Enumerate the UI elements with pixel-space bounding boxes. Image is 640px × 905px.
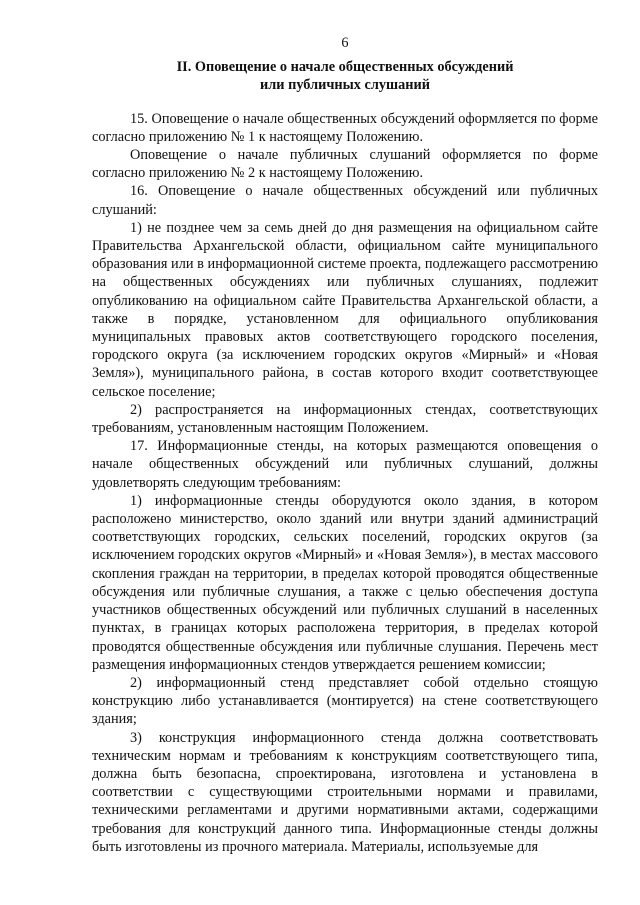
section-heading-line-1: II. Оповещение о начале общественных обсуждений	[176, 59, 514, 76]
paragraph-16: 16. Оповещение о начале общественных обсуждений или публичных слушаний:	[92, 183, 598, 218]
paragraph-16-item-2: 2) распространяется на информационных стендах, соответствующих требованиям, установленным настоящим Положением.	[92, 401, 598, 437]
paragraph-15-public-hearings: Оповещение о начале публичных слушаний оформляется по форме согласно приложению № 2 к настоящему Положению.	[92, 147, 598, 182]
paragraph-17-item-1: 1) информационные стенды оборудуются около здания, в котором расположено министерство, около зданий или внутри зданий администраций соответствующих городских, сельских поселений, городских округов (за исключением городских округов «Мирный» и «Новая Земля»), в местах массового скопления граждан на территории, в пределах которой проводятся общественные обсуждения или публичные слушания, а также с целью обеспечения доступа участников общественных обсуждений или публичных слушаний в населенных пунктах, в границах которых расположена территория, в пределах которой проводятся общественные обсуждения или публичные слушания. Перечень мест размещения информационных стендов утверждается решением комиссии;	[92, 492, 598, 673]
section-heading-line-2: или публичных слушаний	[260, 77, 430, 94]
paragraph-17-item-2: 2) информационный стенд представляет собой отдельно стоящую конструкцию либо устанавливается (монтируется) на стене соответствующего здания;	[92, 674, 598, 728]
paragraph-16-item-1: 1) не позднее чем за семь дней до дня размещения на официальном сайте Правительства Архангельской области, официальном сайте муниципального образования или в информационной системе проекта, подлежащего рассмотрению на общественных обсуждениях или публичных слушаниях, подлежит опубликованию на официальном сайте Правительства Архангельской области, а также в порядке, установленном для официального опубликования муниципальных правовых актов соответствующего городского поселения, городского округа (за исключением городских округов «Мирный» и «Новая Земля»), муниципального района, в состав которого входит соответствующее сельское поселение;	[92, 219, 598, 400]
paragraph-17-item-3: 3) конструкция информационного стенда должна соответствовать техническим нормам и требованиям к конструкциям соответствующего типа, должна быть безопасна, спроектирована, изготовлена и установлена в соответствии с существующими строительными нормами и правилами, техническими регламентами и другими нормативными актами, содержащими требования для конструкций данного типа. Информационные стенды должны быть изготовлены из прочного материала. Материалы, используемые для	[92, 729, 598, 855]
paragraph-17: 17. Информационные стенды, на которых размещаются оповещения о начале общественных обсуждений или публичных слушаний, должны удовлетворять следующим требованиям:	[92, 438, 598, 491]
section-heading	[92, 58, 598, 94]
paragraph-15: 15. Оповещение о начале общественных обсуждений оформляется по форме согласно приложению № 1 к настоящему Положению.	[92, 110, 598, 145]
page-number: 6	[341, 35, 349, 51]
